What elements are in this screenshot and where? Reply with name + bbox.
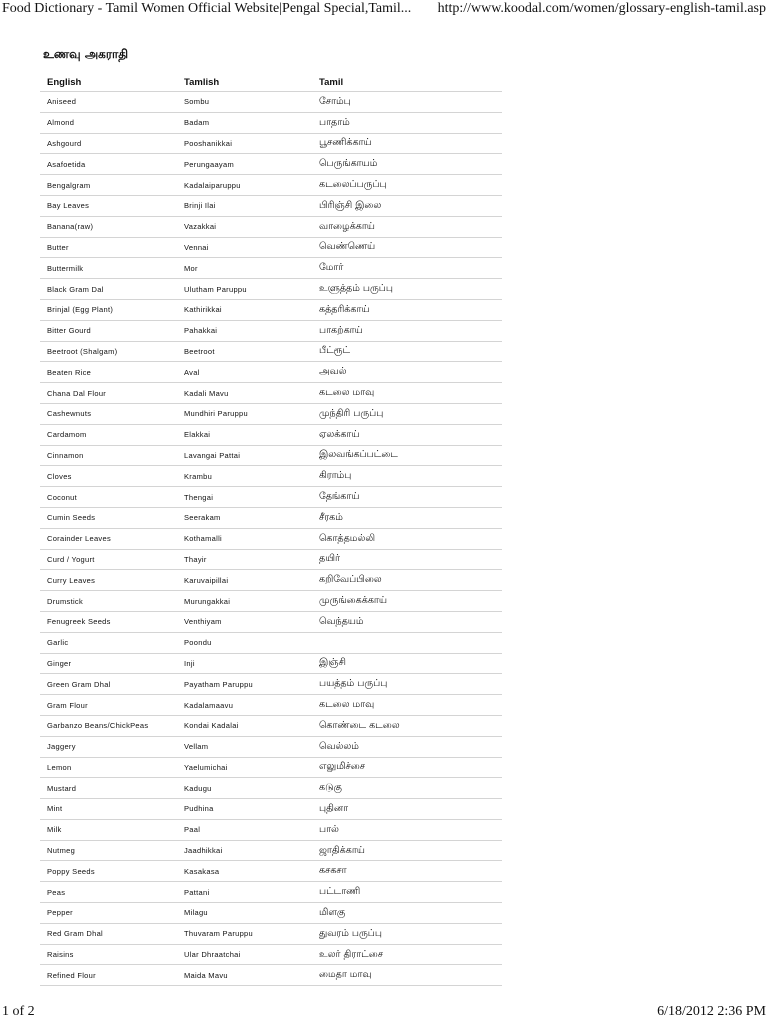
print-page-title: Food Dictionary - Tamil Women Official Website|Pengal Special,Tamil... — [2, 1, 412, 16]
cell-tamlish: Sombu — [177, 92, 312, 113]
table-row — [40, 903, 502, 924]
table-row — [40, 112, 502, 133]
cell-tamil: மைதா மாவு — [312, 965, 502, 986]
cell-english: Brinjal (Egg Plant) — [40, 299, 177, 320]
glossary-table — [40, 74, 502, 986]
cell-english: Butter — [40, 237, 177, 258]
cell-english: Pepper — [40, 903, 177, 924]
table-row — [40, 944, 502, 965]
table-row — [40, 195, 502, 216]
cell-english: Asafoetida — [40, 154, 177, 175]
cell-tamlish: Milagu — [177, 903, 312, 924]
cell-tamlish: Inji — [177, 653, 312, 674]
cell-english: Garbanzo Beans/ChickPeas — [40, 715, 177, 736]
table-row — [40, 133, 502, 154]
cell-tamlish: Aval — [177, 362, 312, 383]
table-row — [40, 237, 502, 258]
cell-english: Cumin Seeds — [40, 507, 177, 528]
table-row — [40, 923, 502, 944]
table-row — [40, 487, 502, 508]
cell-tamil: பூசணிக்காய் — [312, 133, 502, 154]
cell-tamlish: Thuvaram Paruppu — [177, 923, 312, 944]
cell-english: Fenugreek Seeds — [40, 611, 177, 632]
table-row — [40, 715, 502, 736]
cell-tamlish: Pattani — [177, 882, 312, 903]
table-row — [40, 175, 502, 196]
cell-english: Almond — [40, 112, 177, 133]
cell-tamil: கடலைப்பருப்பு — [312, 175, 502, 196]
table-row — [40, 383, 502, 404]
cell-tamlish: Kothamalli — [177, 528, 312, 549]
cell-tamlish: Krambu — [177, 466, 312, 487]
cell-tamlish: Pooshanikkai — [177, 133, 312, 154]
table-row — [40, 778, 502, 799]
table-row — [40, 819, 502, 840]
cell-english: Mint — [40, 799, 177, 820]
cell-tamlish: Thengai — [177, 487, 312, 508]
cell-tamlish: Kadugu — [177, 778, 312, 799]
table-row — [40, 258, 502, 279]
cell-tamil: துவரம் பருப்பு — [312, 923, 502, 944]
cell-tamlish: Thayir — [177, 549, 312, 570]
table-header-row — [40, 74, 502, 92]
cell-tamlish: Ular Dhraatchai — [177, 944, 312, 965]
cell-tamlish: Mor — [177, 258, 312, 279]
table-row — [40, 507, 502, 528]
cell-tamlish: Vazakkai — [177, 216, 312, 237]
cell-tamlish: Seerakam — [177, 507, 312, 528]
cell-english: Cloves — [40, 466, 177, 487]
cell-tamil: கசகசா — [312, 861, 502, 882]
table-row — [40, 674, 502, 695]
page-title: உணவு அகராதி — [43, 47, 129, 61]
cell-english: Ashgourd — [40, 133, 177, 154]
cell-tamil: வெண்ணெய் — [312, 237, 502, 258]
cell-tamlish: Beetroot — [177, 341, 312, 362]
cell-english: Cashewnuts — [40, 403, 177, 424]
table-row — [40, 611, 502, 632]
cell-english: Nutmeg — [40, 840, 177, 861]
cell-english: Buttermilk — [40, 258, 177, 279]
cell-english: Bay Leaves — [40, 195, 177, 216]
print-page-number: 1 of 2 — [2, 1004, 35, 1019]
table-row — [40, 882, 502, 903]
cell-tamlish: Payatham Paruppu — [177, 674, 312, 695]
table-row — [40, 570, 502, 591]
table-row — [40, 424, 502, 445]
cell-tamlish: Karuvaipillai — [177, 570, 312, 591]
table-row — [40, 279, 502, 300]
cell-english: Beaten Rice — [40, 362, 177, 383]
cell-tamil: அவல் — [312, 362, 502, 383]
print-header — [0, 0, 768, 22]
cell-tamlish: Kadalamaavu — [177, 695, 312, 716]
cell-english: Mustard — [40, 778, 177, 799]
cell-english: Black Gram Dal — [40, 279, 177, 300]
table-row — [40, 736, 502, 757]
table-row — [40, 840, 502, 861]
cell-tamlish: Mundhiri Paruppu — [177, 403, 312, 424]
cell-tamil: கிராம்பு — [312, 466, 502, 487]
cell-english: Refined Flour — [40, 965, 177, 986]
cell-english: Banana(raw) — [40, 216, 177, 237]
cell-tamil: கடுகு — [312, 778, 502, 799]
cell-tamil: உளுத்தம் பருப்பு — [312, 279, 502, 300]
cell-tamlish: Yaelumichai — [177, 757, 312, 778]
cell-tamil: இஞ்சி — [312, 653, 502, 674]
cell-english: Peas — [40, 882, 177, 903]
table-row — [40, 695, 502, 716]
cell-english: Beetroot (Shalgam) — [40, 341, 177, 362]
column-header-tamlish: Tamlish — [177, 74, 312, 92]
cell-tamlish: Vennai — [177, 237, 312, 258]
cell-english: Cinnamon — [40, 445, 177, 466]
cell-tamlish: Vellam — [177, 736, 312, 757]
cell-english: Poppy Seeds — [40, 861, 177, 882]
cell-tamlish: Venthiyam — [177, 611, 312, 632]
cell-tamil: பெருங்காயம் — [312, 154, 502, 175]
table-row — [40, 216, 502, 237]
cell-tamil: சோம்பு — [312, 92, 502, 113]
cell-english: Bengalgram — [40, 175, 177, 196]
cell-tamil: ஜாதிக்காய் — [312, 840, 502, 861]
table-row — [40, 341, 502, 362]
main-content — [40, 45, 502, 986]
cell-english: Drumstick — [40, 591, 177, 612]
table-row — [40, 299, 502, 320]
cell-english: Chana Dal Flour — [40, 383, 177, 404]
cell-tamlish: Pahakkai — [177, 320, 312, 341]
table-row — [40, 965, 502, 986]
cell-tamil: கறிவேப்பிலை — [312, 570, 502, 591]
table-row — [40, 466, 502, 487]
cell-tamlish: Paal — [177, 819, 312, 840]
cell-english: Aniseed — [40, 92, 177, 113]
table-row — [40, 528, 502, 549]
cell-english: Bitter Gourd — [40, 320, 177, 341]
table-row — [40, 757, 502, 778]
cell-tamil: பீட்ரூட் — [312, 341, 502, 362]
cell-tamil: மோர் — [312, 258, 502, 279]
cell-english: Lemon — [40, 757, 177, 778]
cell-tamlish: Murungakkai — [177, 591, 312, 612]
cell-tamil: சீரகம் — [312, 507, 502, 528]
cell-tamil: கடலை மாவு — [312, 383, 502, 404]
cell-tamlish: Perungaayam — [177, 154, 312, 175]
cell-tamil: பட்டாணி — [312, 882, 502, 903]
column-header-tamil: Tamil — [312, 74, 502, 92]
cell-english: Corainder Leaves — [40, 528, 177, 549]
cell-english: Garlic — [40, 632, 177, 653]
cell-tamil: மிளகு — [312, 903, 502, 924]
cell-tamil: கத்தரிக்காய் — [312, 299, 502, 320]
table-row — [40, 653, 502, 674]
cell-english: Cardamom — [40, 424, 177, 445]
cell-tamlish: Pudhina — [177, 799, 312, 820]
cell-tamlish: Jaadhikkai — [177, 840, 312, 861]
column-header-english: English — [40, 74, 177, 92]
print-footer — [0, 1003, 768, 1023]
cell-tamlish: Badam — [177, 112, 312, 133]
cell-english: Coconut — [40, 487, 177, 508]
cell-english: Red Gram Dhal — [40, 923, 177, 944]
cell-tamil: கடலை மாவு — [312, 695, 502, 716]
cell-tamil — [312, 632, 502, 653]
table-row — [40, 320, 502, 341]
cell-tamlish: Poondu — [177, 632, 312, 653]
cell-tamil: பயத்தம் பருப்பு — [312, 674, 502, 695]
cell-tamil: வெந்தயம் — [312, 611, 502, 632]
cell-english: Gram Flour — [40, 695, 177, 716]
cell-tamil: முந்திரி பருப்பு — [312, 403, 502, 424]
table-row — [40, 92, 502, 113]
cell-english: Ginger — [40, 653, 177, 674]
table-row — [40, 549, 502, 570]
table-row — [40, 445, 502, 466]
cell-english: Curry Leaves — [40, 570, 177, 591]
cell-tamlish: Maida Mavu — [177, 965, 312, 986]
table-row — [40, 861, 502, 882]
cell-tamil: ஏலக்காய் — [312, 424, 502, 445]
cell-english: Curd / Yogurt — [40, 549, 177, 570]
cell-tamil: புதினா — [312, 799, 502, 820]
cell-tamlish: Kasakasa — [177, 861, 312, 882]
cell-tamil: தேங்காய் — [312, 487, 502, 508]
cell-tamlish: Lavangai Pattai — [177, 445, 312, 466]
cell-tamil: முருங்கைக்காய் — [312, 591, 502, 612]
cell-tamlish: Kadali Mavu — [177, 383, 312, 404]
cell-tamil: பிரிஞ்சி இலை — [312, 195, 502, 216]
cell-tamil: கொண்டை கடலை — [312, 715, 502, 736]
table-row — [40, 591, 502, 612]
cell-tamlish: Kathirikkai — [177, 299, 312, 320]
cell-english: Jaggery — [40, 736, 177, 757]
cell-tamlish: Elakkai — [177, 424, 312, 445]
table-row — [40, 403, 502, 424]
cell-english: Raisins — [40, 944, 177, 965]
cell-tamil: பால் — [312, 819, 502, 840]
cell-tamlish: Ulutham Paruppu — [177, 279, 312, 300]
table-row — [40, 362, 502, 383]
cell-tamil: உலர் திராட்சை — [312, 944, 502, 965]
cell-tamil: வாழைக்காய் — [312, 216, 502, 237]
glossary-body — [40, 92, 502, 986]
cell-tamil: இலவங்கப்பட்டை — [312, 445, 502, 466]
print-page-url: http://www.koodal.com/women/glossary-english-tamil.asp — [437, 1, 766, 16]
cell-tamil: தயிர் — [312, 549, 502, 570]
table-row — [40, 799, 502, 820]
cell-tamlish: Kondai Kadalai — [177, 715, 312, 736]
cell-tamil: பாகற்காய் — [312, 320, 502, 341]
cell-tamlish: Kadalaiparuppu — [177, 175, 312, 196]
table-row — [40, 632, 502, 653]
cell-tamil: எலுமிச்சை — [312, 757, 502, 778]
table-row — [40, 154, 502, 175]
cell-tamil: வெல்லம் — [312, 736, 502, 757]
cell-english: Milk — [40, 819, 177, 840]
cell-tamil: பாதாம் — [312, 112, 502, 133]
cell-tamil: கொத்தமல்லி — [312, 528, 502, 549]
cell-tamlish: Brinji Ilai — [177, 195, 312, 216]
print-datetime: 6/18/2012 2:36 PM — [657, 1004, 766, 1019]
cell-english: Green Gram Dhal — [40, 674, 177, 695]
